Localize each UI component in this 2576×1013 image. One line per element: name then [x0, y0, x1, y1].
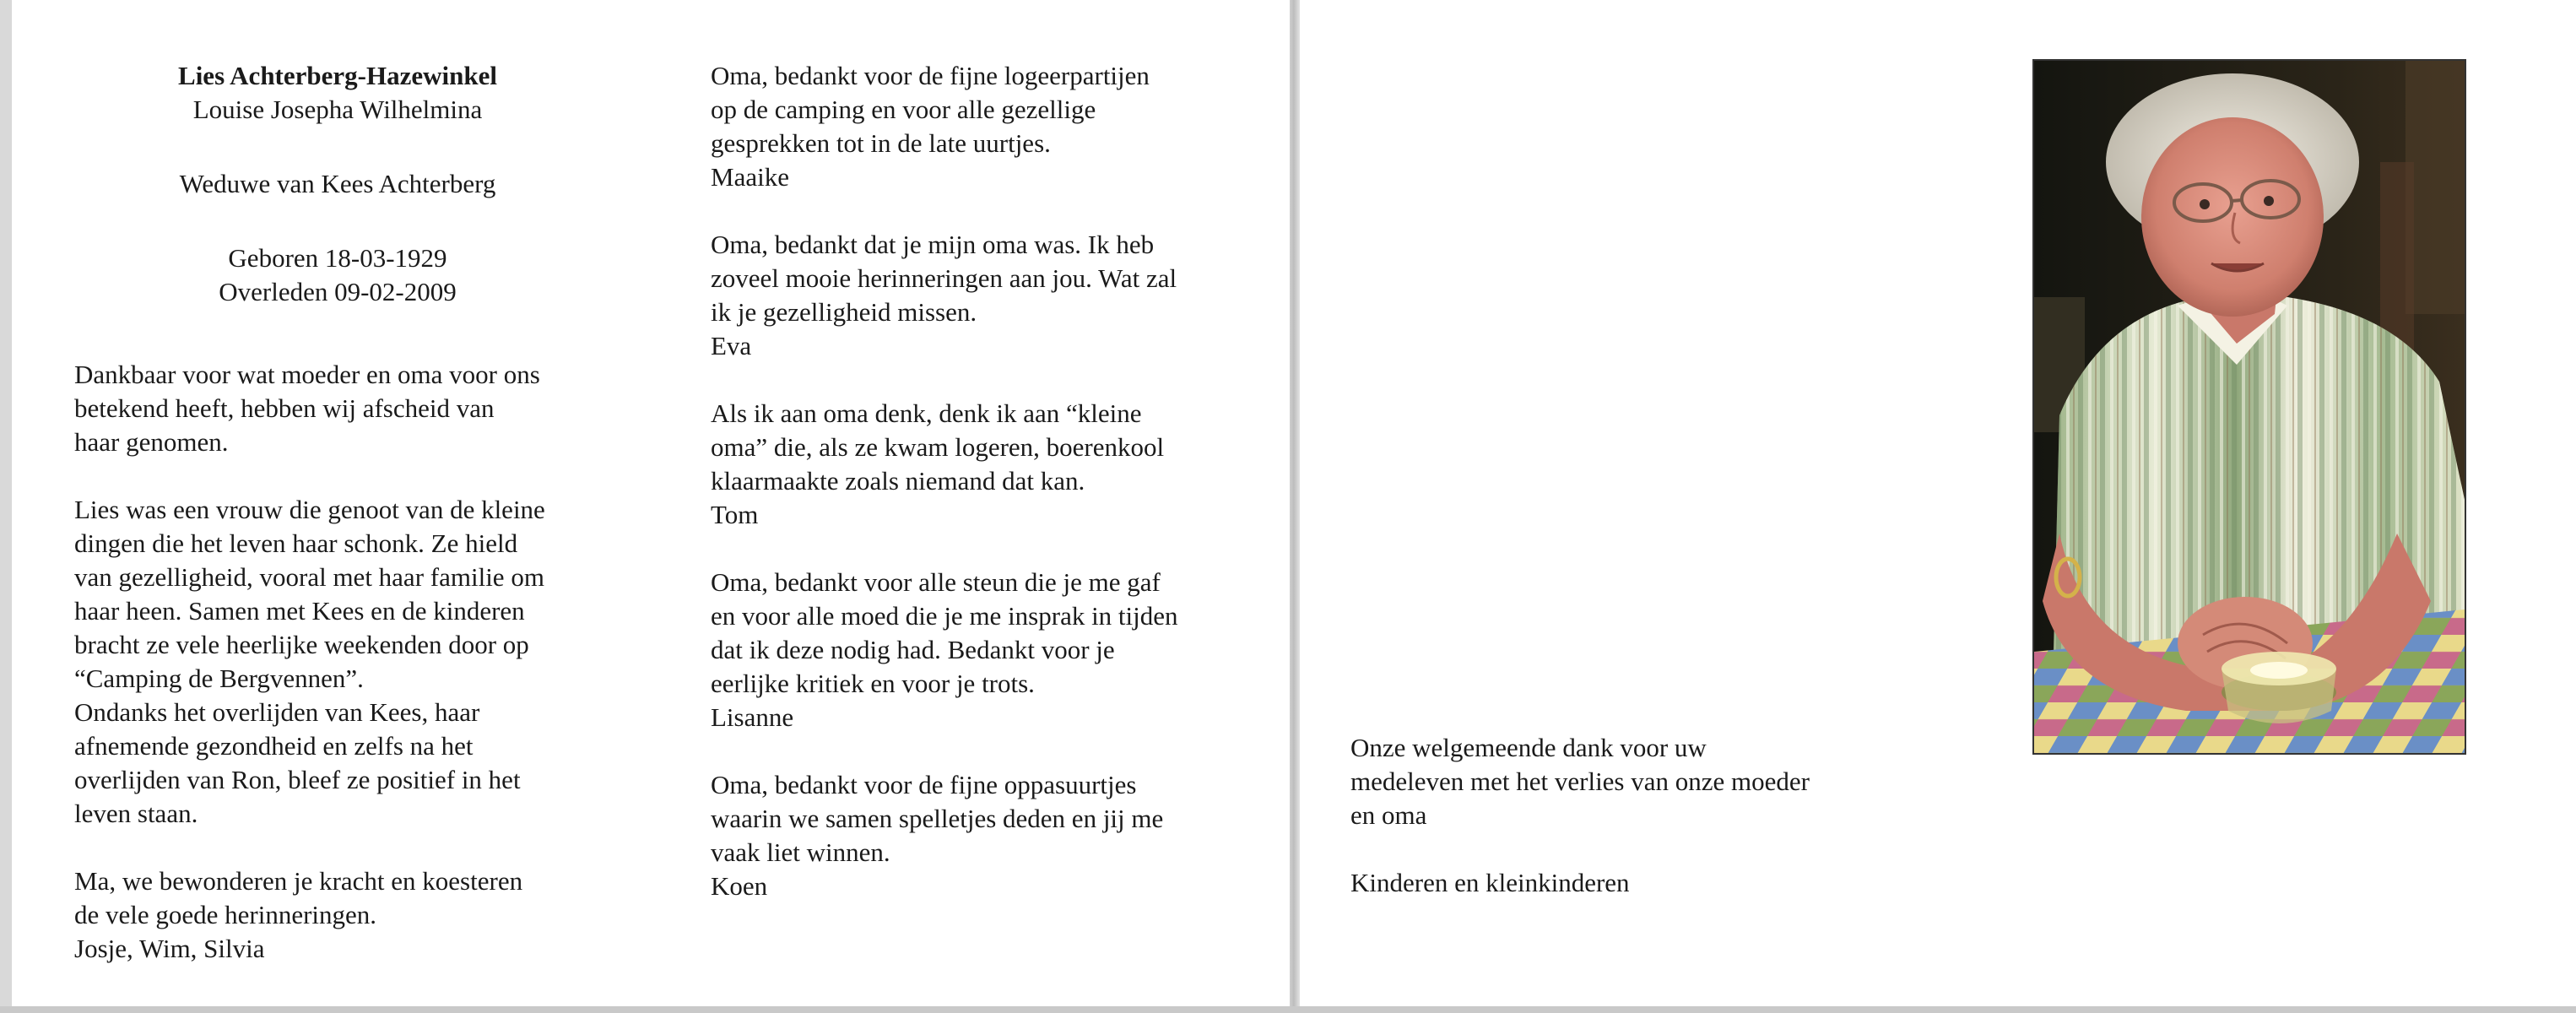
- deceased-name: Lies Achterberg-Hazewinkel: [178, 61, 497, 90]
- left-text-line: bracht ze vele heerlijke weekenden door op: [74, 630, 529, 659]
- message-text-line: eerlijke kritiek en voor je trots.: [711, 669, 1035, 698]
- left-text-line: Josje, Wim, Silvia: [74, 934, 265, 963]
- thanks-block: [1350, 731, 1891, 900]
- message-text-line: Oma, bedankt voor alle steun die je me gaf: [711, 567, 1161, 597]
- portrait-photo: [2032, 59, 2466, 755]
- message-text-line: vaak liet winnen.: [711, 837, 890, 867]
- left-text-line: haar genomen.: [74, 427, 229, 457]
- message-text-line: Eva: [711, 331, 752, 360]
- left-text-line: Lies was een vrouw die genoot van de kleine: [74, 495, 545, 524]
- message-text-line: dat ik deze nodig had. Bedankt voor je: [711, 635, 1115, 664]
- given-names: Louise Josepha Wilhelmina: [192, 95, 483, 124]
- thanks-text-line: medeleven met het verlies van onze moeder: [1350, 767, 1810, 796]
- message-text-line: Tom: [711, 500, 759, 529]
- message-text-line: Lisanne: [711, 702, 794, 732]
- death-date: Overleden 09-02-2009: [219, 277, 457, 306]
- left-text-line: Dankbaar voor wat moeder en oma voor ons: [74, 360, 540, 389]
- left-text-line: leven staan.: [74, 799, 198, 828]
- message-text-line: Koen: [711, 871, 768, 901]
- left-text-line: haar heen. Samen met Kees en de kinderen: [74, 596, 525, 626]
- message-paragraph: [711, 228, 1251, 363]
- left-paragraph: [74, 864, 631, 966]
- left-text-column: [74, 358, 631, 966]
- thanks-text-line: Onze welgemeende dank voor uw: [1350, 733, 1707, 762]
- left-paragraph: [74, 358, 631, 459]
- message-text-line: op de camping en voor alle gezellige: [711, 95, 1096, 124]
- birth-date: Geboren 18-03-1929: [228, 243, 447, 273]
- left-paragraph: [74, 493, 631, 831]
- left-text-line: van gezelligheid, vooral met haar familie om: [74, 562, 544, 592]
- left-text-line: Ondanks het overlijden van Kees, haar: [74, 697, 480, 727]
- grandchildren-messages-column: [711, 59, 1251, 903]
- message-paragraph: [711, 397, 1251, 532]
- message-text-line: ik je gezelligheid missen.: [711, 297, 977, 327]
- message-text-line: klaarmaakte zoals niemand dat kan.: [711, 466, 1085, 496]
- widow-line: Weduwe van Kees Achterberg: [179, 169, 496, 198]
- thanks-text-line: en oma: [1350, 800, 1427, 830]
- left-text-line: Ma, we bewonderen je kracht en koesteren: [74, 866, 523, 896]
- bottom-shadow: [0, 1006, 2576, 1013]
- message-text-line: Oma, bedankt dat je mijn oma was. Ik heb: [711, 230, 1155, 259]
- left-text-line: dingen die het leven haar schonk. Ze hield: [74, 528, 518, 558]
- message-text-line: Maaike: [711, 162, 789, 192]
- message-text-line: zoveel mooie herinneringen aan jou. Wat zal: [711, 263, 1177, 293]
- message-text-line: en voor alle moed die je me insprak in tijden: [711, 601, 1178, 631]
- message-paragraph: [711, 768, 1251, 903]
- left-text-line: afnemende gezondheid en zelfs na het: [74, 731, 474, 761]
- message-paragraph: [711, 59, 1251, 194]
- portrait-illustration: [2034, 61, 2465, 753]
- left-text-line: betekend heeft, hebben wij afscheid van: [74, 393, 495, 423]
- message-text-line: Oma, bedankt voor de fijne oppasuurtjes: [711, 770, 1137, 799]
- message-paragraph: [711, 566, 1251, 734]
- left-text-line: de vele goede herinneringen.: [74, 900, 377, 929]
- message-text-line: Oma, bedankt voor de fijne logeerpartijen: [711, 61, 1150, 90]
- message-text-line: Als ik aan oma denk, denk ik aan “kleine: [711, 398, 1142, 428]
- memorial-header: [93, 59, 582, 309]
- thanks-signature: Kinderen en kleinkinderen: [1350, 868, 1630, 897]
- left-text-line: “Camping de Bergvennen”.: [74, 664, 364, 693]
- message-text-line: waarin we samen spelletjes deden en jij me: [711, 804, 1164, 833]
- left-text-line: overlijden van Ron, bleef ze positief in het: [74, 765, 521, 794]
- message-text-line: gesprekken tot in de late uurtjes.: [711, 128, 1051, 158]
- message-text-line: oma” die, als ze kwam logeren, boerenkool: [711, 432, 1165, 462]
- card-fold: [1290, 0, 1300, 1013]
- thanks-text: [1350, 731, 1891, 832]
